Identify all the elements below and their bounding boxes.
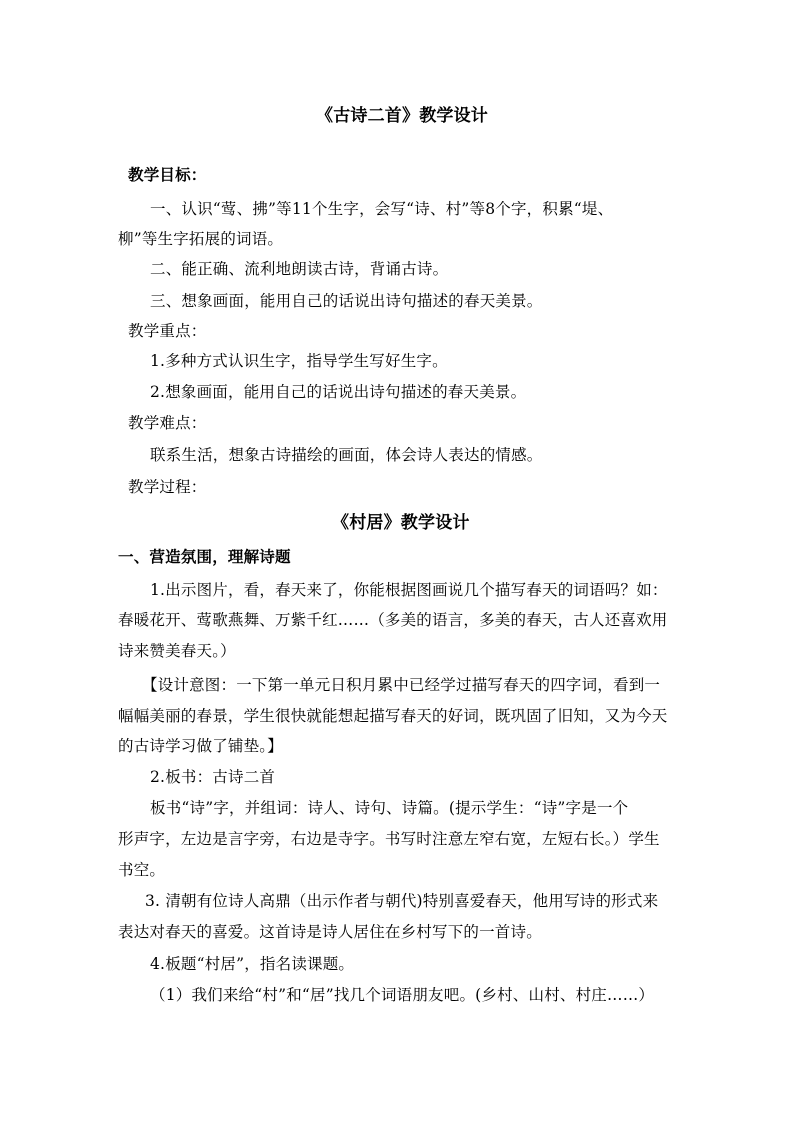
step-3-line-1: 3. 清朝有位诗人高鼎（出示作者与朝代)特别喜爱春天，他用写诗的形式来 [145, 892, 659, 910]
step-1-line-3: 诗来赞美春天。） [118, 642, 236, 660]
objective-1-line-1: 一、认识“莺、拂”等11个生字，会写“诗、村”等8个字，积累“堤、 [150, 200, 614, 218]
key-point-2: 2.想象画面，能用自己的话说出诗句描述的春天美景。 [150, 383, 527, 401]
step-4-sub-1: （1）我们来给“村”和“居”找几个词语朋友吧。(乡村、山村、村庄……） [150, 986, 655, 1004]
objective-2: 二、能正确、流利地朗读古诗，背诵古诗。 [150, 260, 449, 278]
difficulty-1: 联系生活，想象古诗描绘的画面，体会诗人表达的情感。 [150, 446, 543, 464]
process-heading: 教学过程： [128, 478, 207, 496]
key-point-1: 1.多种方式认识生字，指导学生写好生字。 [150, 352, 448, 370]
design-intent-line-1: 【设计意图：一下第一单元日积月累中已经学过描写春天的四字词，看到一 [142, 676, 661, 694]
step-1-line-1: 1.出示图片，看，春天来了，你能根据图画说几个描写春天的词语吗？如： [150, 581, 668, 599]
step-4: 4.板题“村居”，指名读课题。 [150, 955, 355, 973]
objectives-heading: 教学目标： [128, 165, 207, 184]
step-1-line-2: 春暖花开、莺歌燕舞、万紫千红……（多美的语言，多美的春天，古人还喜欢用 [118, 611, 668, 629]
objective-3: 三、想象画面，能用自己的话说出诗句描述的春天美景。 [150, 292, 543, 310]
design-intent-line-3: 的古诗学习做了铺垫。】 [118, 737, 283, 755]
step-3-line-2: 表达对春天的喜爱。这首诗是诗人居住在乡村写下的一首诗。 [118, 923, 542, 941]
difficulties-heading: 教学难点： [128, 414, 207, 432]
step-2b-line-2: 形声字，左边是言字旁，右边是寺字。书写时注意左窄右宽，左短右长。）学生 [118, 830, 660, 848]
document-title: 《古诗二首》教学设计 [316, 106, 488, 126]
step-2b-line-3: 书空。 [118, 861, 166, 879]
key-points-heading: 教学重点： [128, 322, 207, 340]
step-2: 2.板书：古诗二首 [150, 768, 276, 786]
design-intent-line-2: 幅幅美丽的春景，学生很快就能想起描写春天的好词，既巩固了旧知，又为今天 [118, 707, 668, 725]
section-1-heading: 一、营造氛围，理解诗题 [118, 547, 291, 566]
objective-1-line-2: 柳”等生字拓展的词语。 [118, 230, 284, 248]
step-2b-line-1: 板书“诗”字，并组词：诗人、诗句、诗篇。(提示学生：“诗”字是一个 [150, 799, 629, 817]
lesson-subtitle: 《村居》教学设计 [332, 513, 470, 533]
